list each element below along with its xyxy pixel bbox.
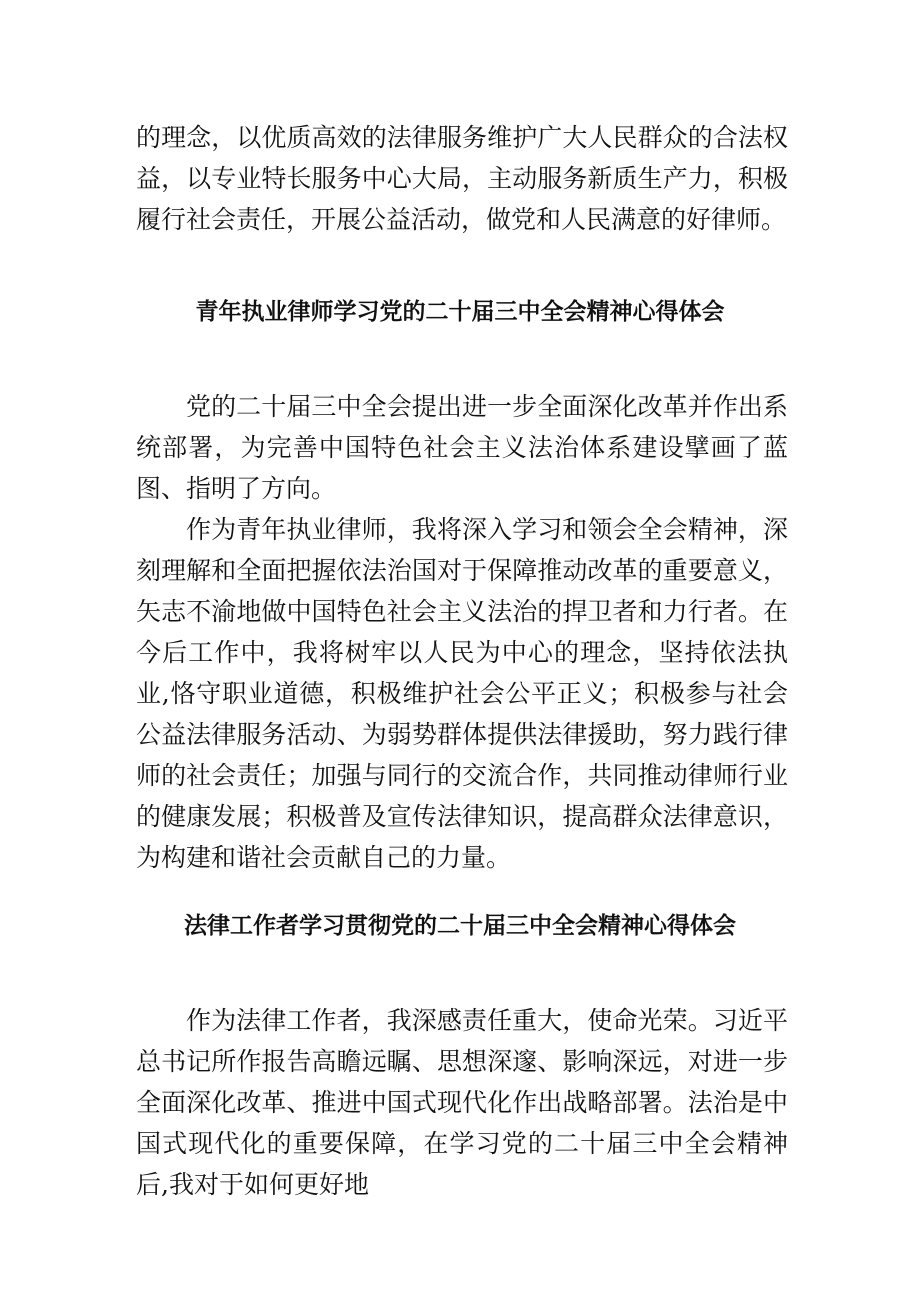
intro-paragraph: 的理念，以优质高效的法律服务维护广大人民群众的合法权益，以专业特长服务中心大局，主动服务新质生产力，积极履行社会责任，开展公益活动，做党和人民满意的好律师。 [136,123,788,234]
section-1-title: 青年执业律师学习党的二十届三中全会精神心得体会 [195,299,725,325]
section-1-paragraph-1: 党的二十届三中全会提出进一步全面深化改革并作出系统部署，为完善中国特色社会主义法治体系建设擘画了蓝图、指明了方向。 [136,392,788,503]
section-2-title: 法律工作者学习贯彻党的二十届三中全会精神心得体会 [184,913,736,939]
section-1-paragraph-2: 作为青年执业律师，我将深入学习和领会全会精神，深刻理解和全面把握依法治国对于保障推动改革的重要意义，矢志不渝地做中国特色社会主义法治的捍卫者和力行者。在今后工作中，我将树牢以人民为中心的理念，坚持依法执业,恪守职业道德，积极维护社会公平正义；积极参与社会公益法律服务活动、为弱势群体提供法律援助，努力践行律师的社会责任；加强与同行的交流合作，共同推动律师行业的健康发展；积极普及宣传法律知识，提高群众法律意识，为构建和谐社会贡献自己的力量。 [136,515,788,872]
section-2-paragraph-1: 作为法律工作者，我深感责任重大，使命光荣。习近平总书记所作报告高瞻远瞩、思想深邃、影响深远，对进一步全面深化改革、推进中国式现代化作出战略部署。法治是中国式现代化的重要保障，在学习党的二十届三中全会精神后,我对于如何更好地 [136,1006,788,1199]
